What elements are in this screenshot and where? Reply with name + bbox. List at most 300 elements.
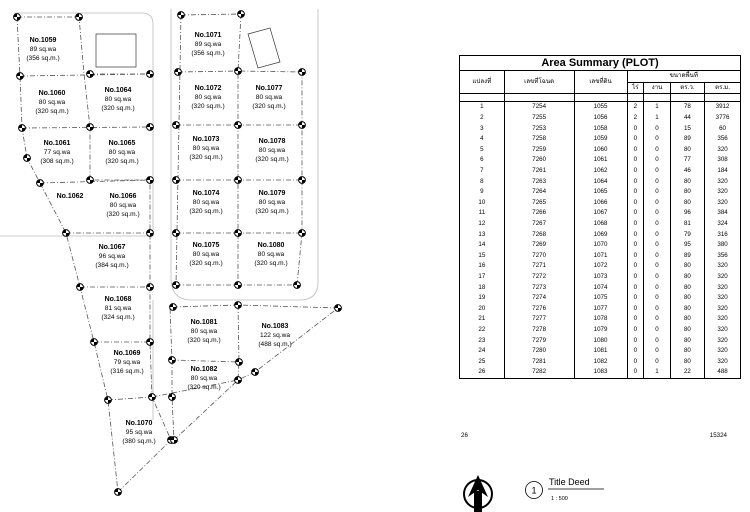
cell-wa: 44: [670, 113, 704, 124]
cell-wa: 80: [670, 187, 704, 198]
cell-sqm: 320: [705, 303, 741, 314]
plot-label: [191, 85, 224, 110]
cell-ngan: 0: [644, 187, 670, 198]
svg-text:80 sq.wa: 80 sq.wa: [190, 375, 218, 382]
col-land: เลขที่ดิน: [574, 71, 627, 94]
plot-label: [252, 85, 285, 110]
cell-rai: 0: [627, 208, 644, 219]
table-row: [460, 145, 741, 156]
survey-pin-icon: [235, 68, 242, 75]
svg-text:80 sq.wa: 80 sq.wa: [258, 199, 286, 206]
col-size-group: ขนาดพื้นที่: [627, 71, 741, 83]
survey-pin-icon: [87, 71, 94, 78]
cell-wa: 80: [670, 198, 704, 209]
cell-wa: 96: [670, 208, 704, 219]
svg-text:89 sq.wa: 89 sq.wa: [194, 41, 222, 48]
table-row: [460, 198, 741, 209]
cell-plot: 20: [460, 303, 505, 314]
svg-text:No.1061: No.1061: [43, 140, 71, 147]
svg-text:(320 sq.m.): (320 sq.m.): [255, 208, 289, 215]
svg-text:(308 sq.m.): (308 sq.m.): [40, 158, 74, 165]
col-plot: แปลงที่: [460, 71, 505, 94]
table-row: [460, 123, 741, 134]
cell-ngan: 0: [644, 176, 670, 187]
survey-pin-icon: [235, 282, 242, 289]
cell-land: 1067: [574, 208, 627, 219]
cell-plot: 5: [460, 145, 505, 156]
survey-pin-icon: [171, 437, 178, 444]
svg-text:(324 sq.m.): (324 sq.m.): [101, 314, 135, 321]
table-row: [460, 166, 741, 177]
survey-pin-icon: [17, 73, 24, 80]
cell-plot: 22: [460, 325, 505, 336]
survey-pin-icon: [235, 377, 242, 384]
table-row: [460, 261, 741, 272]
cell-wa: 80: [670, 303, 704, 314]
svg-text:80 sq.wa: 80 sq.wa: [109, 202, 137, 209]
cell-rai: 0: [627, 367, 644, 378]
cell-deed: 7269: [504, 240, 574, 251]
cell-plot: 15: [460, 251, 505, 262]
svg-text:122 sq.wa: 122 sq.wa: [259, 332, 291, 339]
cell-land: 1074: [574, 282, 627, 293]
svg-text:81 sq.wa: 81 sq.wa: [104, 305, 132, 312]
svg-text:(320 sq.m.): (320 sq.m.): [255, 156, 289, 163]
plot-label: [95, 244, 128, 269]
cell-plot: 6: [460, 155, 505, 166]
cell-plot: 1: [460, 102, 505, 113]
cell-deed: 7264: [504, 187, 574, 198]
plot-label: [101, 87, 134, 112]
plot-label: [187, 319, 220, 344]
table-row: [460, 325, 741, 336]
svg-text:No.1059: No.1059: [29, 37, 57, 44]
cell-plot: 23: [460, 335, 505, 346]
table-row: [460, 155, 741, 166]
cell-deed: 7255: [504, 113, 574, 124]
cell-plot: 10: [460, 198, 505, 209]
svg-text:No.1074: No.1074: [192, 190, 220, 197]
cell-ngan: 1: [644, 113, 670, 124]
cell-rai: 0: [627, 134, 644, 145]
survey-pin-icon: [235, 302, 242, 309]
cell-sqm: 3912: [705, 102, 741, 113]
svg-text:80 sq.wa: 80 sq.wa: [190, 328, 218, 335]
cell-plot: 11: [460, 208, 505, 219]
survey-pin-icon: [147, 71, 154, 78]
cell-wa: 80: [670, 335, 704, 346]
svg-text:No.1062: No.1062: [56, 193, 84, 200]
survey-pin-icon: [175, 69, 182, 76]
cell-deed: 7253: [504, 123, 574, 134]
cell-deed: 7276: [504, 303, 574, 314]
cell-land: 1069: [574, 229, 627, 240]
cell-land: 1058: [574, 123, 627, 134]
cell-sqm: 308: [705, 155, 741, 166]
cell-ngan: 0: [644, 293, 670, 304]
svg-text:(320 sq.m.): (320 sq.m.): [254, 260, 288, 267]
survey-pin-icon: [147, 339, 154, 346]
svg-text:No.1077: No.1077: [255, 85, 283, 92]
table-row: [460, 314, 741, 325]
north-arrow-icon: [464, 475, 492, 512]
svg-text:96 sq.wa: 96 sq.wa: [98, 253, 126, 260]
cell-sqm: 384: [705, 208, 741, 219]
col-rai: ไร่: [627, 82, 644, 94]
cell-ngan: 0: [644, 145, 670, 156]
cell-wa: 80: [670, 356, 704, 367]
cell-rai: 0: [627, 293, 644, 304]
svg-text:80 sq.wa: 80 sq.wa: [192, 251, 220, 258]
svg-text:(320 sq.m.): (320 sq.m.): [106, 211, 140, 218]
cell-land: 1070: [574, 240, 627, 251]
cell-sqm: 320: [705, 356, 741, 367]
cell-sqm: 488: [705, 367, 741, 378]
survey-pin-icon: [173, 230, 180, 237]
cell-wa: 80: [670, 293, 704, 304]
deed-label: Title Deed: [549, 477, 590, 487]
col-ngan: งาน: [644, 82, 670, 94]
cell-rai: 0: [627, 314, 644, 325]
svg-text:No.1075: No.1075: [192, 242, 220, 249]
col-deed: เลขที่โฉนด: [504, 71, 574, 94]
table-row: [460, 367, 741, 378]
survey-pin-icon: [299, 122, 306, 129]
svg-text:(320 sq.m.): (320 sq.m.): [252, 103, 286, 110]
svg-text:(320 sq.m.): (320 sq.m.): [189, 208, 223, 215]
cell-rai: 0: [627, 335, 644, 346]
cell-deed: 7267: [504, 219, 574, 230]
cell-land: 1062: [574, 166, 627, 177]
cell-sqm: 320: [705, 293, 741, 304]
total-count: 26: [461, 432, 468, 439]
table-row: [460, 113, 741, 124]
cell-land: 1065: [574, 187, 627, 198]
cell-sqm: 356: [705, 134, 741, 145]
survey-pin-icon: [147, 284, 154, 291]
plot-label: [187, 366, 220, 391]
cell-land: 1079: [574, 325, 627, 336]
building-footprint: [248, 28, 280, 68]
cell-wa: 80: [670, 325, 704, 336]
deed-number: 1: [531, 485, 537, 496]
cell-deed: 7271: [504, 261, 574, 272]
cell-plot: 3: [460, 123, 505, 134]
svg-text:(356 sq.m.): (356 sq.m.): [191, 50, 225, 57]
survey-pin-icon: [236, 359, 243, 366]
plot-label: [189, 190, 222, 215]
cell-wa: 81: [670, 219, 704, 230]
cell-sqm: 320: [705, 314, 741, 325]
svg-text:No.1073: No.1073: [192, 136, 220, 143]
svg-text:(320 sq.m.): (320 sq.m.): [189, 154, 223, 161]
cell-deed: 7282: [504, 367, 574, 378]
cell-sqm: 320: [705, 325, 741, 336]
cell-ngan: 0: [644, 123, 670, 134]
table-row: [460, 346, 741, 357]
cell-plot: 24: [460, 346, 505, 357]
cell-ngan: 0: [644, 198, 670, 209]
survey-pin-icon: [294, 282, 301, 289]
cell-rai: 0: [627, 356, 644, 367]
svg-text:(320 sq.m.): (320 sq.m.): [105, 158, 139, 165]
plot-boundaries: [17, 14, 338, 492]
cell-wa: 80: [670, 261, 704, 272]
svg-text:No.1070: No.1070: [125, 420, 153, 427]
cell-land: 1077: [574, 303, 627, 314]
col-wa: ตร.ว.: [670, 82, 704, 94]
cell-sqm: 3776: [705, 113, 741, 124]
svg-text:80 sq.wa: 80 sq.wa: [38, 99, 66, 106]
cell-land: 1060: [574, 145, 627, 156]
cell-deed: 7260: [504, 155, 574, 166]
svg-text:80 sq.wa: 80 sq.wa: [255, 94, 283, 101]
svg-text:No.1079: No.1079: [258, 190, 286, 197]
svg-text:80 sq.wa: 80 sq.wa: [108, 149, 136, 156]
plot-label: [106, 193, 139, 218]
cell-rai: 0: [627, 261, 644, 272]
table-row: [460, 282, 741, 293]
survey-pin-icon: [235, 230, 242, 237]
svg-text:80 sq.wa: 80 sq.wa: [258, 147, 286, 154]
svg-text:No.1080: No.1080: [257, 242, 285, 249]
svg-text:No.1069: No.1069: [113, 350, 141, 357]
svg-text:(356 sq.m.): (356 sq.m.): [26, 55, 60, 62]
cell-land: 1081: [574, 346, 627, 357]
svg-text:80 sq.wa: 80 sq.wa: [104, 96, 132, 103]
cell-rai: 0: [627, 240, 644, 251]
table-row: [460, 102, 741, 113]
cell-ngan: 1: [644, 367, 670, 378]
svg-text:No.1066: No.1066: [109, 193, 137, 200]
cell-plot: 19: [460, 293, 505, 304]
cell-rai: 0: [627, 251, 644, 262]
survey-pin-icon: [87, 177, 94, 184]
cell-ngan: 0: [644, 240, 670, 251]
svg-text:80 sq.wa: 80 sq.wa: [257, 251, 285, 258]
cell-deed: 7259: [504, 145, 574, 156]
svg-text:80 sq.wa: 80 sq.wa: [192, 145, 220, 152]
cell-wa: 80: [670, 176, 704, 187]
deed-scale: 1 : 500: [551, 496, 568, 502]
svg-text:(320 sq.m.): (320 sq.m.): [187, 384, 221, 391]
survey-pin-icon: [14, 14, 21, 21]
cell-plot: 7: [460, 166, 505, 177]
table-title: Area Summary (PLOT): [460, 56, 741, 71]
plot-label: [254, 242, 287, 267]
cell-deed: 7265: [504, 198, 574, 209]
cell-ngan: 1: [644, 102, 670, 113]
cell-ngan: 0: [644, 314, 670, 325]
cell-rai: 0: [627, 229, 644, 240]
cell-rai: 2: [627, 113, 644, 124]
cell-wa: 80: [670, 346, 704, 357]
cell-sqm: 316: [705, 229, 741, 240]
cell-ngan: 0: [644, 356, 670, 367]
plot-label: [105, 140, 138, 165]
cell-land: 1075: [574, 293, 627, 304]
survey-pin-icon: [178, 12, 185, 19]
plot-label: [122, 420, 155, 445]
cell-sqm: 320: [705, 261, 741, 272]
cell-ngan: 0: [644, 229, 670, 240]
plot-label: [255, 138, 288, 163]
survey-pin-icon: [149, 394, 156, 401]
cell-wa: 77: [670, 155, 704, 166]
cell-deed: 7279: [504, 335, 574, 346]
table-row: [460, 356, 741, 367]
cell-plot: 26: [460, 367, 505, 378]
cell-wa: 80: [670, 145, 704, 156]
cell-sqm: 320: [705, 145, 741, 156]
svg-text:No.1078: No.1078: [258, 138, 286, 145]
cell-plot: 2: [460, 113, 505, 124]
cell-deed: 7280: [504, 346, 574, 357]
cell-rai: 0: [627, 145, 644, 156]
survey-pin-icon: [24, 155, 31, 162]
svg-text:77 sq.wa: 77 sq.wa: [43, 149, 71, 156]
survey-pin-icon: [235, 177, 242, 184]
table-row: [460, 335, 741, 346]
cell-ngan: 0: [644, 261, 670, 272]
cell-land: 1071: [574, 251, 627, 262]
cell-land: 1064: [574, 176, 627, 187]
cell-wa: 79: [670, 229, 704, 240]
svg-text:No.1071: No.1071: [194, 32, 222, 39]
survey-pin-icon: [87, 124, 94, 131]
svg-text:(320 sq.m.): (320 sq.m.): [189, 260, 223, 267]
cell-rai: 0: [627, 325, 644, 336]
cell-sqm: 320: [705, 198, 741, 209]
cell-deed: 7278: [504, 325, 574, 336]
survey-pin-icon: [147, 124, 154, 131]
survey-pin-icon: [105, 397, 112, 404]
survey-pin-icon: [77, 284, 84, 291]
cell-rai: 0: [627, 198, 644, 209]
cell-land: 1072: [574, 261, 627, 272]
plot-label: [35, 90, 68, 115]
cell-deed: 7258: [504, 134, 574, 145]
survey-pin-icon: [169, 394, 176, 401]
cell-sqm: 320: [705, 282, 741, 293]
cell-plot: 8: [460, 176, 505, 187]
table-row: [460, 229, 741, 240]
cell-deed: 7266: [504, 208, 574, 219]
survey-pin-icon: [170, 304, 177, 311]
cell-wa: 89: [670, 134, 704, 145]
cell-plot: 21: [460, 314, 505, 325]
cell-deed: 7272: [504, 272, 574, 283]
cell-sqm: 320: [705, 176, 741, 187]
plot-label: [40, 140, 73, 165]
cell-sqm: 356: [705, 251, 741, 262]
svg-text:(320 sq.m.): (320 sq.m.): [187, 337, 221, 344]
cell-deed: 7263: [504, 176, 574, 187]
cell-land: 1055: [574, 102, 627, 113]
cell-rai: 0: [627, 176, 644, 187]
cell-rai: 0: [627, 346, 644, 357]
cell-land: 1078: [574, 314, 627, 325]
survey-pin-icon: [335, 305, 342, 312]
cell-wa: 46: [670, 166, 704, 177]
total-sqm: 15324: [709, 432, 727, 439]
plot-label: [26, 37, 59, 62]
cell-plot: 9: [460, 187, 505, 198]
cell-ngan: 0: [644, 325, 670, 336]
cell-rai: 0: [627, 166, 644, 177]
svg-text:(320 sq.m.): (320 sq.m.): [35, 108, 69, 115]
cell-deed: 7270: [504, 251, 574, 262]
plot-label: [191, 32, 224, 57]
survey-pin-icon: [252, 369, 259, 376]
cell-deed: 7268: [504, 229, 574, 240]
plot-label: [189, 136, 222, 161]
cell-wa: 80: [670, 282, 704, 293]
table-row: [460, 134, 741, 145]
survey-pin-icon: [173, 177, 180, 184]
survey-pin-icon: [19, 125, 26, 132]
cell-plot: 16: [460, 261, 505, 272]
area-summary-table: [459, 55, 741, 379]
cell-land: 1083: [574, 367, 627, 378]
table-row: [460, 176, 741, 187]
cell-plot: 13: [460, 229, 505, 240]
plot-label: [101, 296, 134, 321]
plot-label: [258, 323, 291, 348]
cell-plot: 4: [460, 134, 505, 145]
plot-label: [255, 190, 288, 215]
cell-ngan: 0: [644, 134, 670, 145]
cell-plot: 14: [460, 240, 505, 251]
cell-sqm: 380: [705, 240, 741, 251]
survey-pin-icon: [299, 177, 306, 184]
cell-sqm: 324: [705, 219, 741, 230]
cell-sqm: 320: [705, 187, 741, 198]
cell-sqm: 320: [705, 346, 741, 357]
cell-ngan: 0: [644, 219, 670, 230]
cell-wa: 95: [670, 240, 704, 251]
survey-pin-icon: [147, 177, 154, 184]
svg-text:80 sq.wa: 80 sq.wa: [194, 94, 222, 101]
cell-sqm: 184: [705, 166, 741, 177]
cell-land: 1082: [574, 356, 627, 367]
cell-ngan: 0: [644, 166, 670, 177]
svg-text:No.1072: No.1072: [194, 85, 222, 92]
svg-text:79 sq.wa: 79 sq.wa: [113, 359, 141, 366]
cell-land: 1061: [574, 155, 627, 166]
plot-label: [110, 350, 143, 375]
cell-wa: 89: [670, 251, 704, 262]
cell-ngan: 0: [644, 346, 670, 357]
table-row: [460, 251, 741, 262]
cell-ngan: 0: [644, 155, 670, 166]
svg-text:80 sq.wa: 80 sq.wa: [192, 199, 220, 206]
survey-pin-icon: [299, 230, 306, 237]
svg-text:(488 sq.m.): (488 sq.m.): [258, 341, 292, 348]
survey-pin-icon: [238, 11, 245, 18]
svg-text:(320 sq.m.): (320 sq.m.): [191, 103, 225, 110]
plot-label: [189, 242, 222, 267]
survey-pin-icon: [76, 14, 83, 21]
svg-text:(384 sq.m.): (384 sq.m.): [95, 262, 129, 269]
title-deed-legend: [462, 470, 612, 512]
cell-rai: 0: [627, 219, 644, 230]
cell-rai: 0: [627, 282, 644, 293]
table-row: [460, 293, 741, 304]
survey-pin-icon: [235, 122, 242, 129]
cell-plot: 12: [460, 219, 505, 230]
survey-pin-icon: [147, 230, 154, 237]
